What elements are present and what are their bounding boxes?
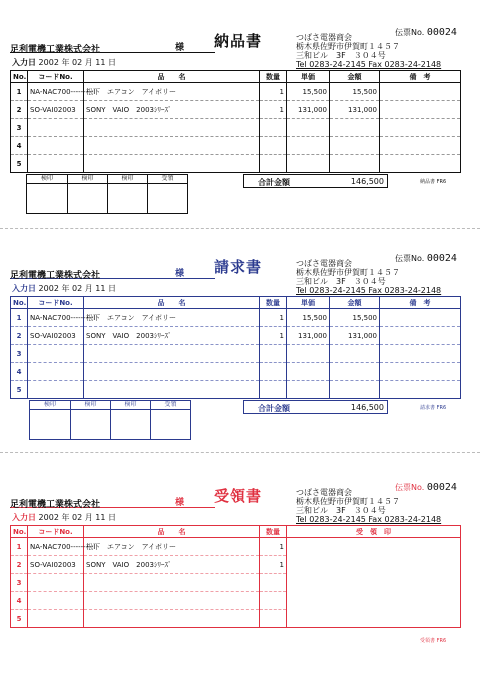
stamp-boxes — [29, 400, 191, 440]
honorific: 様 — [175, 269, 185, 279]
table-row: 1 NA-NAC700---------I 松下 エアコン アイボリー 1 15,500 15,500 — [11, 309, 461, 327]
section-title: 請求書 — [214, 258, 263, 276]
col-amount: 金額 — [330, 297, 380, 309]
stamp-box: 受領 — [150, 401, 190, 439]
delivery-note-section — [0, 0, 480, 220]
sender-name: つばさ電器商会 — [296, 33, 352, 42]
sender-tel-fax: Tel 0283-24-2145 Fax 0283-24-2148 — [296, 60, 442, 69]
stamp-box: 検印 — [67, 175, 107, 213]
col-remarks: 備 考 — [409, 72, 431, 81]
form-number: 納品書 FR6 — [420, 179, 447, 185]
input-date: 入力日 2002 年 02 月 11 日 — [12, 284, 116, 293]
stamp-boxes — [26, 174, 188, 214]
honorific: 様 — [175, 43, 185, 53]
col-name: 品 名 — [84, 526, 260, 538]
receipt-section — [0, 455, 480, 675]
invoice-section — [0, 226, 480, 446]
doc-number: 伝票No. 00024 — [395, 253, 457, 264]
sender-block — [296, 33, 441, 69]
sender-address1: 栃木県佐野市伊賀町１４５７ — [296, 497, 400, 506]
col-no: No. — [11, 71, 28, 83]
section-title: 納品書 — [214, 32, 263, 50]
table-row: 5 — [11, 381, 461, 399]
table-row: 4 — [11, 363, 461, 381]
total-amount: 合計金額 146,500 — [243, 174, 388, 188]
input-date: 入力日 2002 年 02 月 11 日 — [12, 513, 116, 522]
col-amount: 金額 — [330, 71, 380, 83]
sender-name: つばさ電器商会 — [296, 259, 352, 268]
sender-address2: 三和ビル 3F ３０４号 — [296, 277, 386, 286]
total-amount: 合計金額 146,500 — [243, 400, 388, 414]
col-qty: 数量 — [260, 71, 287, 83]
items-table — [10, 296, 461, 399]
col-price: 単価 — [287, 71, 330, 83]
sender-address2: 三和ビル 3F ３０４号 — [296, 506, 386, 515]
col-code: コードNo. — [28, 526, 84, 538]
sender-tel-fax: Tel 0283-24-2145 Fax 0283-24-2148 — [296, 286, 442, 295]
table-row: 2 SO-VAI02003 SONY VAIO 2003ｼﾘｰｽﾞ 1 131,000 131,000 — [11, 327, 461, 345]
table-row: 4 — [11, 592, 461, 610]
stamp-box: 受領 — [147, 175, 187, 213]
stamp-box: 検印 — [27, 175, 67, 213]
table-row: 3 — [11, 119, 461, 137]
table-row: 3 — [11, 574, 461, 592]
customer-name: 足利電機工業株式会社 — [10, 42, 215, 53]
col-name: 品 名 — [84, 297, 260, 309]
col-name: 品 名 — [84, 71, 260, 83]
sender-tel-fax: Tel 0283-24-2145 Fax 0283-24-2148 — [296, 515, 442, 524]
sender-block — [296, 488, 441, 524]
form-number: 請求書 FR6 — [420, 405, 447, 411]
stamp-box: 検印 — [110, 401, 150, 439]
honorific: 様 — [175, 498, 185, 508]
col-code: コードNo. — [28, 71, 84, 83]
sender-address2: 三和ビル 3F ３０４号 — [296, 51, 386, 60]
table-row: 1 NA-NAC700---------I 松下 エアコン アイボリー 1 — [11, 538, 461, 556]
items-table — [10, 525, 461, 628]
section-title: 受領書 — [214, 487, 263, 505]
table-row: 1 NA-NAC700---------I 松下 エアコン アイボリー 1 15,500 15,500 — [11, 83, 461, 101]
sender-address1: 栃木県佐野市伊賀町１４５７ — [296, 42, 400, 51]
sender-block — [296, 259, 441, 295]
doc-number: 伝票No. 00024 — [395, 482, 457, 493]
cut-line — [0, 452, 480, 453]
table-row: 4 — [11, 137, 461, 155]
stamp-box: 検印 — [107, 175, 147, 213]
sender-name: つばさ電器商会 — [296, 488, 352, 497]
col-receipt-stamp: 受 領 印 — [356, 527, 391, 536]
table-row: 2 SO-VAI02003 SONY VAIO 2003ｼﾘｰｽﾞ 1 — [11, 556, 461, 574]
table-row: 3 — [11, 345, 461, 363]
table-row: 5 — [11, 610, 461, 628]
table-row: 5 — [11, 155, 461, 173]
customer-name: 足利電機工業株式会社 — [10, 268, 215, 279]
col-code: コードNo. — [28, 297, 84, 309]
doc-number: 伝票No. 00024 — [395, 27, 457, 38]
col-qty: 数量 — [260, 526, 287, 538]
items-table — [10, 70, 461, 173]
form-number: 受領書 FR6 — [420, 638, 447, 644]
col-no: No. — [11, 526, 28, 538]
col-price: 単価 — [287, 297, 330, 309]
col-no: No. — [11, 297, 28, 309]
sender-address1: 栃木県佐野市伊賀町１４５７ — [296, 268, 400, 277]
input-date: 入力日 2002 年 02 月 11 日 — [12, 58, 116, 67]
stamp-box: 検印 — [70, 401, 110, 439]
customer-name: 足利電機工業株式会社 — [10, 497, 215, 508]
table-row: 2 SO-VAI02003 SONY VAIO 2003ｼﾘｰｽﾞ 1 131,000 131,000 — [11, 101, 461, 119]
col-qty: 数量 — [260, 297, 287, 309]
col-remarks: 備 考 — [409, 298, 431, 307]
stamp-box: 検印 — [30, 401, 70, 439]
